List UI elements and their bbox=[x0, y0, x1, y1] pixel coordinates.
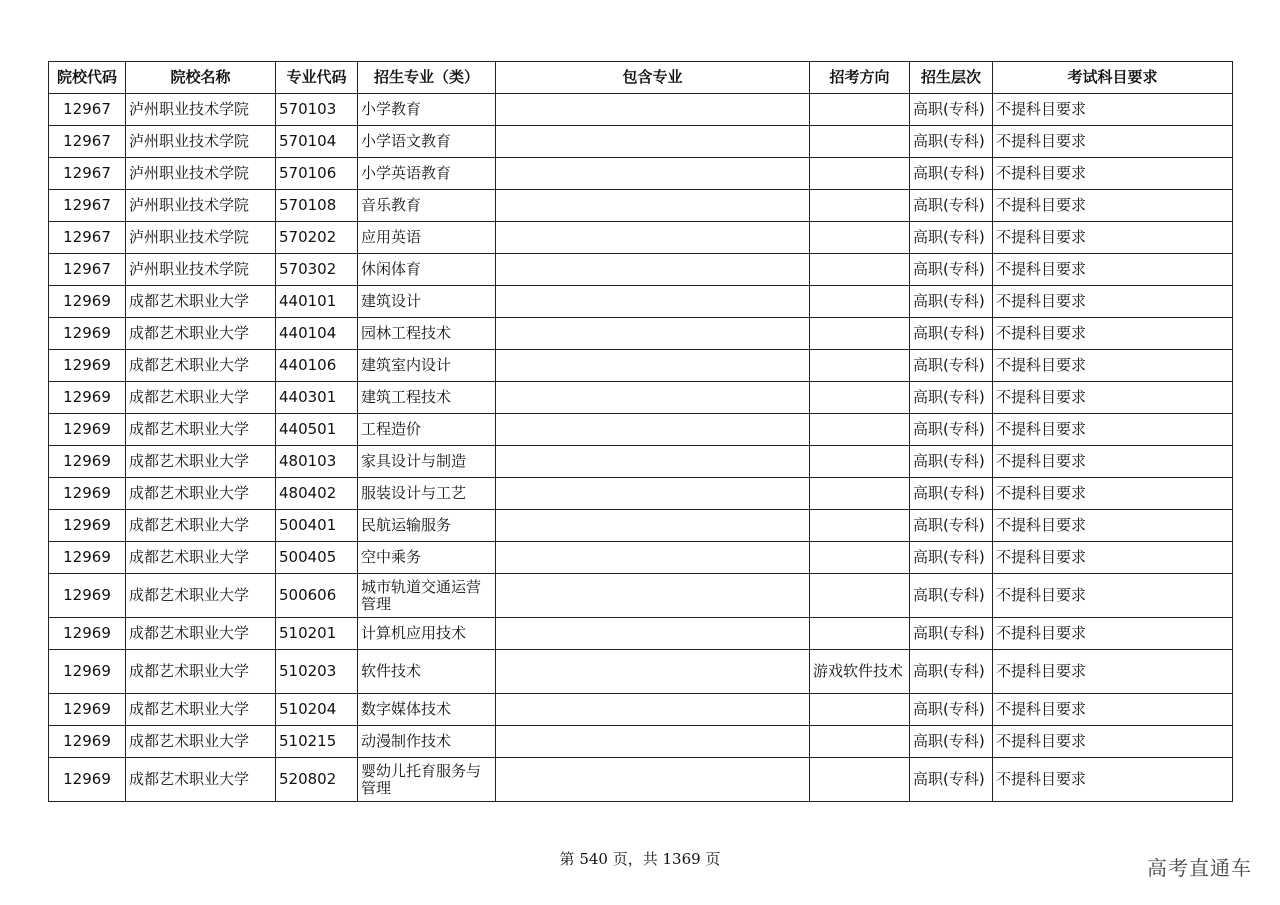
cell-school-name: 成都艺术职业大学 bbox=[126, 650, 276, 694]
cell-major: 建筑工程技术 bbox=[358, 382, 496, 414]
cell-school-code: 12969 bbox=[49, 414, 126, 446]
cell-included-majors bbox=[496, 382, 810, 414]
table-row bbox=[49, 542, 1233, 574]
cell-major-code: 440301 bbox=[276, 382, 358, 414]
table-body bbox=[49, 94, 1233, 802]
cell-major: 音乐教育 bbox=[358, 190, 496, 222]
cell-included-majors bbox=[496, 478, 810, 510]
cell-subject-requirement: 不提科目要求 bbox=[993, 382, 1233, 414]
table-row bbox=[49, 190, 1233, 222]
cell-direction bbox=[810, 382, 910, 414]
cell-level: 高职(专科) bbox=[910, 478, 993, 510]
cell-direction bbox=[810, 350, 910, 382]
cell-school-code: 12967 bbox=[49, 158, 126, 190]
cell-included-majors bbox=[496, 94, 810, 126]
cell-school-code: 12969 bbox=[49, 446, 126, 478]
cell-direction bbox=[810, 286, 910, 318]
cell-direction bbox=[810, 126, 910, 158]
cell-level: 高职(专科) bbox=[910, 254, 993, 286]
cell-level: 高职(专科) bbox=[910, 758, 993, 802]
cell-school-name: 泸州职业技术学院 bbox=[126, 222, 276, 254]
cell-school-name: 泸州职业技术学院 bbox=[126, 126, 276, 158]
cell-subject-requirement: 不提科目要求 bbox=[993, 574, 1233, 618]
table-row bbox=[49, 286, 1233, 318]
cell-major-code: 440501 bbox=[276, 414, 358, 446]
cell-included-majors bbox=[496, 126, 810, 158]
cell-school-name: 成都艺术职业大学 bbox=[126, 286, 276, 318]
cell-level: 高职(专科) bbox=[910, 726, 993, 758]
cell-major-code: 440104 bbox=[276, 318, 358, 350]
table-row bbox=[49, 694, 1233, 726]
cell-subject-requirement: 不提科目要求 bbox=[993, 726, 1233, 758]
cell-subject-requirement: 不提科目要求 bbox=[993, 350, 1233, 382]
cell-direction bbox=[810, 618, 910, 650]
cell-major: 服装设计与工艺 bbox=[358, 478, 496, 510]
header-level: 招生层次 bbox=[910, 62, 993, 94]
cell-major: 家具设计与制造 bbox=[358, 446, 496, 478]
cell-major-code: 510215 bbox=[276, 726, 358, 758]
table-row bbox=[49, 446, 1233, 478]
cell-school-name: 泸州职业技术学院 bbox=[126, 158, 276, 190]
cell-included-majors bbox=[496, 222, 810, 254]
cell-school-code: 12969 bbox=[49, 286, 126, 318]
cell-level: 高职(专科) bbox=[910, 222, 993, 254]
cell-school-code: 12967 bbox=[49, 126, 126, 158]
cell-major-code: 570202 bbox=[276, 222, 358, 254]
cell-school-code: 12969 bbox=[49, 510, 126, 542]
cell-subject-requirement: 不提科目要求 bbox=[993, 694, 1233, 726]
cell-included-majors bbox=[496, 650, 810, 694]
cell-direction bbox=[810, 510, 910, 542]
cell-school-code: 12969 bbox=[49, 758, 126, 802]
cell-school-code: 12969 bbox=[49, 382, 126, 414]
cell-direction bbox=[810, 758, 910, 802]
cell-level: 高职(专科) bbox=[910, 318, 993, 350]
cell-subject-requirement: 不提科目要求 bbox=[993, 414, 1233, 446]
cell-school-name: 泸州职业技术学院 bbox=[126, 94, 276, 126]
cell-direction bbox=[810, 574, 910, 618]
table-row bbox=[49, 510, 1233, 542]
cell-level: 高职(专科) bbox=[910, 94, 993, 126]
cell-major: 空中乘务 bbox=[358, 542, 496, 574]
cell-major-code: 510204 bbox=[276, 694, 358, 726]
cell-included-majors bbox=[496, 254, 810, 286]
cell-level: 高职(专科) bbox=[910, 694, 993, 726]
cell-school-name: 成都艺术职业大学 bbox=[126, 318, 276, 350]
cell-included-majors bbox=[496, 318, 810, 350]
cell-subject-requirement: 不提科目要求 bbox=[993, 318, 1233, 350]
cell-school-name: 成都艺术职业大学 bbox=[126, 478, 276, 510]
cell-major: 工程造价 bbox=[358, 414, 496, 446]
cell-major-code: 440101 bbox=[276, 286, 358, 318]
table-row bbox=[49, 758, 1233, 802]
cell-school-code: 12969 bbox=[49, 318, 126, 350]
cell-major-code: 570106 bbox=[276, 158, 358, 190]
cell-major: 小学英语教育 bbox=[358, 158, 496, 190]
cell-direction bbox=[810, 190, 910, 222]
cell-direction bbox=[810, 446, 910, 478]
cell-major-code: 510201 bbox=[276, 618, 358, 650]
cell-direction bbox=[810, 414, 910, 446]
cell-major-code: 480103 bbox=[276, 446, 358, 478]
cell-subject-requirement: 不提科目要求 bbox=[993, 758, 1233, 802]
cell-subject-requirement: 不提科目要求 bbox=[993, 94, 1233, 126]
cell-school-name: 成都艺术职业大学 bbox=[126, 382, 276, 414]
cell-major-code: 500606 bbox=[276, 574, 358, 618]
cell-school-code: 12969 bbox=[49, 478, 126, 510]
cell-level: 高职(专科) bbox=[910, 542, 993, 574]
cell-major: 婴幼儿托育服务与管理 bbox=[358, 758, 496, 802]
cell-major: 数字媒体技术 bbox=[358, 694, 496, 726]
cell-major: 计算机应用技术 bbox=[358, 618, 496, 650]
cell-major: 动漫制作技术 bbox=[358, 726, 496, 758]
cell-level: 高职(专科) bbox=[910, 286, 993, 318]
cell-subject-requirement: 不提科目要求 bbox=[993, 190, 1233, 222]
cell-school-name: 成都艺术职业大学 bbox=[126, 726, 276, 758]
cell-included-majors bbox=[496, 158, 810, 190]
table-row bbox=[49, 222, 1233, 254]
cell-subject-requirement: 不提科目要求 bbox=[993, 478, 1233, 510]
cell-school-name: 成都艺术职业大学 bbox=[126, 350, 276, 382]
cell-subject-requirement: 不提科目要求 bbox=[993, 510, 1233, 542]
admissions-table bbox=[48, 61, 1233, 802]
cell-school-code: 12969 bbox=[49, 542, 126, 574]
cell-direction bbox=[810, 158, 910, 190]
header-major-code: 专业代码 bbox=[276, 62, 358, 94]
table-row bbox=[49, 318, 1233, 350]
cell-major: 园林工程技术 bbox=[358, 318, 496, 350]
cell-school-name: 成都艺术职业大学 bbox=[126, 542, 276, 574]
cell-major-code: 520802 bbox=[276, 758, 358, 802]
table-row bbox=[49, 414, 1233, 446]
cell-school-name: 成都艺术职业大学 bbox=[126, 510, 276, 542]
table-row bbox=[49, 254, 1233, 286]
cell-level: 高职(专科) bbox=[910, 650, 993, 694]
cell-school-code: 12969 bbox=[49, 350, 126, 382]
cell-direction bbox=[810, 222, 910, 254]
cell-level: 高职(专科) bbox=[910, 510, 993, 542]
cell-school-name: 泸州职业技术学院 bbox=[126, 254, 276, 286]
cell-major-code: 480402 bbox=[276, 478, 358, 510]
cell-included-majors bbox=[496, 694, 810, 726]
cell-included-majors bbox=[496, 758, 810, 802]
cell-school-code: 12969 bbox=[49, 574, 126, 618]
cell-direction bbox=[810, 542, 910, 574]
cell-direction bbox=[810, 94, 910, 126]
cell-level: 高职(专科) bbox=[910, 414, 993, 446]
cell-school-code: 12967 bbox=[49, 190, 126, 222]
cell-major: 城市轨道交通运营管理 bbox=[358, 574, 496, 618]
cell-included-majors bbox=[496, 726, 810, 758]
cell-school-code: 12969 bbox=[49, 726, 126, 758]
table-row bbox=[49, 618, 1233, 650]
cell-major: 建筑设计 bbox=[358, 286, 496, 318]
cell-school-code: 12967 bbox=[49, 254, 126, 286]
cell-school-name: 成都艺术职业大学 bbox=[126, 414, 276, 446]
cell-included-majors bbox=[496, 510, 810, 542]
cell-direction: 游戏软件技术 bbox=[810, 650, 910, 694]
cell-major: 休闲体育 bbox=[358, 254, 496, 286]
cell-included-majors bbox=[496, 618, 810, 650]
cell-major: 小学教育 bbox=[358, 94, 496, 126]
cell-school-code: 12969 bbox=[49, 694, 126, 726]
cell-subject-requirement: 不提科目要求 bbox=[993, 650, 1233, 694]
cell-school-code: 12969 bbox=[49, 650, 126, 694]
header-school-code: 院校代码 bbox=[49, 62, 126, 94]
header-direction: 招考方向 bbox=[810, 62, 910, 94]
header-school-name: 院校名称 bbox=[126, 62, 276, 94]
cell-subject-requirement: 不提科目要求 bbox=[993, 618, 1233, 650]
table-row bbox=[49, 478, 1233, 510]
table-row bbox=[49, 158, 1233, 190]
cell-subject-requirement: 不提科目要求 bbox=[993, 158, 1233, 190]
cell-included-majors bbox=[496, 542, 810, 574]
cell-major-code: 570302 bbox=[276, 254, 358, 286]
cell-subject-requirement: 不提科目要求 bbox=[993, 446, 1233, 478]
cell-level: 高职(专科) bbox=[910, 574, 993, 618]
cell-level: 高职(专科) bbox=[910, 382, 993, 414]
table-row bbox=[49, 350, 1233, 382]
cell-major-code: 440106 bbox=[276, 350, 358, 382]
table-row bbox=[49, 650, 1233, 694]
cell-major: 建筑室内设计 bbox=[358, 350, 496, 382]
cell-school-code: 12967 bbox=[49, 94, 126, 126]
cell-school-name: 成都艺术职业大学 bbox=[126, 574, 276, 618]
cell-major: 民航运输服务 bbox=[358, 510, 496, 542]
cell-included-majors bbox=[496, 446, 810, 478]
table-row bbox=[49, 94, 1233, 126]
cell-school-name: 成都艺术职业大学 bbox=[126, 446, 276, 478]
cell-major: 小学语文教育 bbox=[358, 126, 496, 158]
page-number: 第 540 页，共 1369 页 bbox=[559, 850, 721, 868]
cell-school-code: 12967 bbox=[49, 222, 126, 254]
cell-direction bbox=[810, 478, 910, 510]
cell-major-code: 570104 bbox=[276, 126, 358, 158]
cell-included-majors bbox=[496, 350, 810, 382]
cell-level: 高职(专科) bbox=[910, 618, 993, 650]
cell-major-code: 510203 bbox=[276, 650, 358, 694]
cell-school-name: 成都艺术职业大学 bbox=[126, 758, 276, 802]
cell-included-majors bbox=[496, 414, 810, 446]
cell-major: 软件技术 bbox=[358, 650, 496, 694]
cell-major-code: 500401 bbox=[276, 510, 358, 542]
header-major: 招生专业（类） bbox=[358, 62, 496, 94]
cell-school-code: 12969 bbox=[49, 618, 126, 650]
cell-major: 应用英语 bbox=[358, 222, 496, 254]
cell-direction bbox=[810, 254, 910, 286]
table-row bbox=[49, 126, 1233, 158]
cell-level: 高职(专科) bbox=[910, 446, 993, 478]
cell-level: 高职(专科) bbox=[910, 350, 993, 382]
cell-major-code: 500405 bbox=[276, 542, 358, 574]
cell-direction bbox=[810, 726, 910, 758]
cell-direction bbox=[810, 694, 910, 726]
cell-subject-requirement: 不提科目要求 bbox=[993, 542, 1233, 574]
cell-major-code: 570103 bbox=[276, 94, 358, 126]
cell-major-code: 570108 bbox=[276, 190, 358, 222]
cell-subject-requirement: 不提科目要求 bbox=[993, 286, 1233, 318]
cell-subject-requirement: 不提科目要求 bbox=[993, 254, 1233, 286]
table-row bbox=[49, 382, 1233, 414]
cell-included-majors bbox=[496, 286, 810, 318]
cell-subject-requirement: 不提科目要求 bbox=[993, 126, 1233, 158]
cell-school-name: 成都艺术职业大学 bbox=[126, 694, 276, 726]
cell-school-name: 泸州职业技术学院 bbox=[126, 190, 276, 222]
cell-included-majors bbox=[496, 574, 810, 618]
cell-level: 高职(专科) bbox=[910, 158, 993, 190]
header-subject-requirement: 考试科目要求 bbox=[993, 62, 1233, 94]
cell-level: 高职(专科) bbox=[910, 190, 993, 222]
cell-school-name: 成都艺术职业大学 bbox=[126, 618, 276, 650]
cell-direction bbox=[810, 318, 910, 350]
watermark: 高考直通车 bbox=[1147, 856, 1252, 880]
cell-level: 高职(专科) bbox=[910, 126, 993, 158]
cell-included-majors bbox=[496, 190, 810, 222]
table-header-row bbox=[49, 62, 1233, 94]
header-included-majors: 包含专业 bbox=[496, 62, 810, 94]
table-row bbox=[49, 726, 1233, 758]
cell-subject-requirement: 不提科目要求 bbox=[993, 222, 1233, 254]
table-row bbox=[49, 574, 1233, 618]
